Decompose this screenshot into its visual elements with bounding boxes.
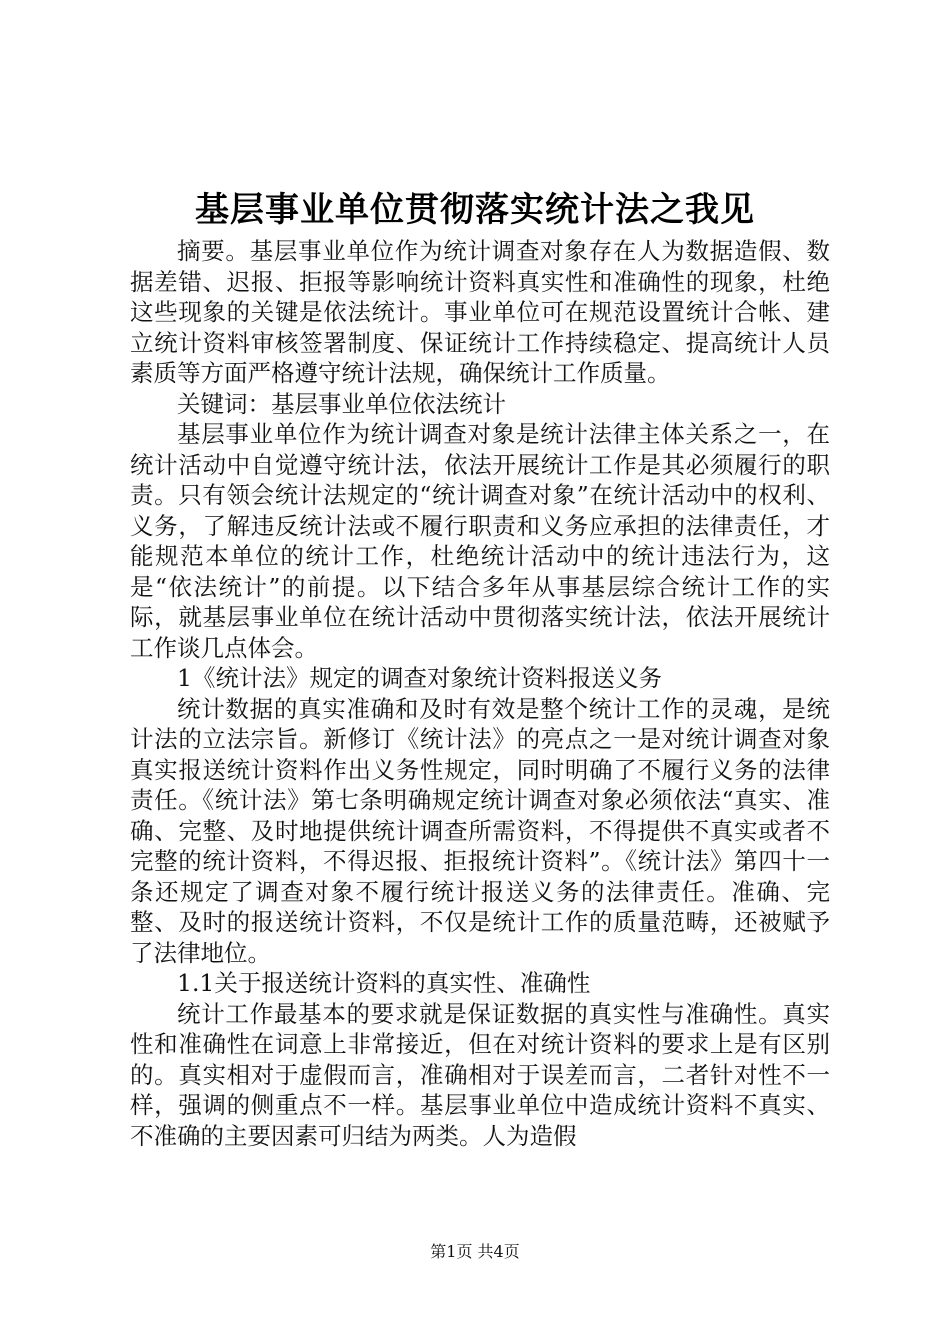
- keywords-line: 关键词：基层事业单位依法统计: [177, 389, 506, 418]
- section-1-1-heading: 1.1关于报送统计资料的真实性、准确性: [177, 969, 591, 997]
- section-1-1-paragraph: 统计工作最基本的要求就是保证数据的真实性与准确性。真实性和准确性在词意上非常接近，但在对统计资料的要求上是有区别的。真实相对于虚假而言，准确相对于误差而言，二者针对性不一样，强调的侧重点不一样。基层事业单位中造成统计资料不真实、不准确的主要因素可归结为两类。人为造假: [130, 999, 830, 1150]
- section-1-heading: 1《统计法》规定的调查对象统计资料报送义务: [177, 664, 662, 692]
- section-1-paragraph: 统计数据的真实准确和及时有效是整个统计工作的灵魂，是统计法的立法宗旨。新修订《统计法》的亮点之一是对统计调查对象真实报送统计资料作出义务性规定，同时明确了不履行义务的法律责任。《统计法》第七条明确规定统计调查对象必须依法“真实、准确、完整、及时地提供统计调查所需资料，不得提供不真实或者不完整的统计资料，不得迟报、拒报统计资料”。《统计法》第四十一条还规定了调查对象不履行统计报送义务的法律责任。准确、完整、及时的报送统计资料，不仅是统计工作的质量范畴，还被赋予了法律地位。: [130, 694, 830, 967]
- document-body: [130, 236, 830, 1151]
- abstract-paragraph: 摘要。基层事业单位作为统计调查对象存在人为数据造假、数据差错、迟报、拒报等影响统计资料真实性和准确性的现象，杜绝这些现象的关键是依法统计。事业单位可在规范设置统计合帐、建立统计资料审核签署制度、保证统计工作持续稳定、提高统计人员素质等方面严格遵守统计法规，确保统计工作质量。: [130, 237, 830, 387]
- page-number-footer: 第1页 共4页: [430, 1242, 520, 1261]
- document-title: 基层事业单位贯彻落实统计法之我见: [195, 190, 755, 230]
- intro-paragraph: 基层事业单位作为统计调查对象是统计法律主体关系之一，在统计活动中自觉遵守统计法，依法开展统计工作是其必须履行的职责。只有领会统计法规定的“统计调查对象”在统计活动中的权利、义务，了解违反统计法或不履行职责和义务应承担的法律责任，才能规范本单位的统计工作，杜绝统计活动中的统计违法行为，这是“依法统计”的前提。以下结合多年从事基层综合统计工作的实际，就基层事业单位在统计活动中贯彻落实统计法，依法开展统计工作谈几点体会。: [130, 420, 830, 662]
